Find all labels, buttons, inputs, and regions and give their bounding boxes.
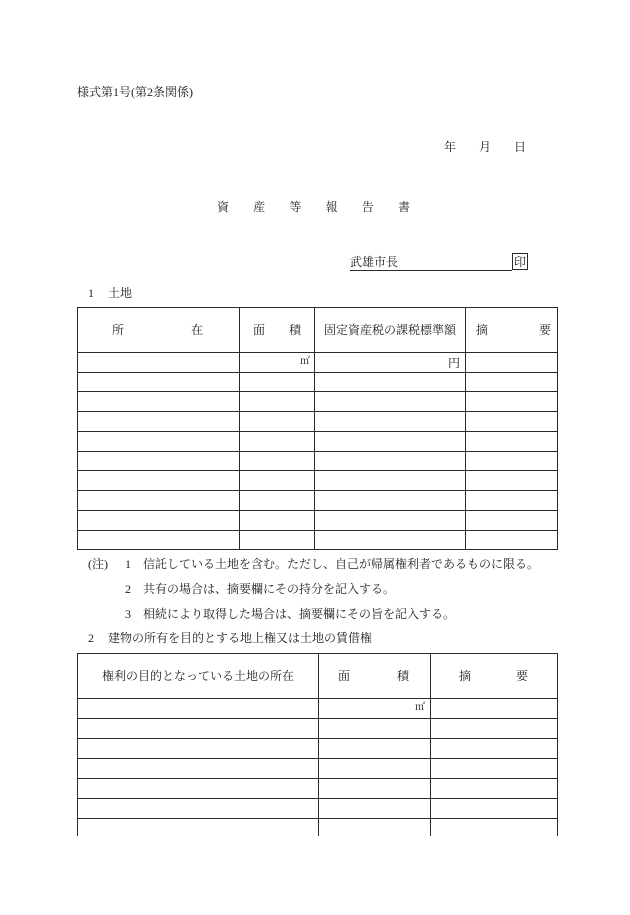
lease-location-cell: [78, 799, 319, 819]
land-area-cell: [240, 491, 315, 511]
land-area-cell: [240, 373, 315, 392]
land-area-cell: [240, 531, 315, 550]
note-text: 共有の場合は、摘要欄にその持分を記入する。: [143, 582, 396, 596]
land-location-cell: [78, 452, 240, 471]
table-row: [78, 719, 558, 739]
signature-underline: [350, 270, 512, 271]
date-year-label: 年: [444, 140, 457, 154]
header-location: [78, 308, 240, 353]
header-char: 摘: [476, 323, 489, 337]
table-row: [78, 452, 558, 471]
table-row: [78, 759, 558, 779]
table-row: [78, 353, 558, 373]
lease-rights-table: [77, 653, 558, 836]
land-tax-base-cell: [315, 432, 466, 452]
header-area: [240, 308, 315, 353]
land-area-cell: [240, 353, 315, 373]
note-text: 相続により取得した場合は、摘要欄にその旨を記入する。: [143, 607, 456, 621]
header-char: 摘: [459, 669, 472, 683]
land-remarks-cell: [466, 471, 558, 491]
land-remarks-cell: [466, 353, 558, 373]
header-tax-base-label: 固定資産税の課税標準額: [323, 323, 456, 337]
notes-label: (注): [88, 557, 108, 571]
table-row: [78, 819, 558, 836]
lease-remarks-cell: [431, 719, 558, 739]
land-tax-base-cell: [315, 511, 466, 531]
title-char: 報: [325, 200, 338, 214]
lease-area-cell: [319, 779, 431, 799]
land-area-cell: [240, 452, 315, 471]
land-remarks-cell: [466, 452, 558, 471]
header-char: 面: [253, 323, 266, 337]
land-area-cell: [240, 392, 315, 412]
land-remarks-cell: [466, 491, 558, 511]
table-row: [78, 799, 558, 819]
title-char: 等: [289, 200, 302, 214]
table-row: [78, 432, 558, 452]
header-remarks: [466, 308, 558, 353]
land-tax-base-cell: [315, 471, 466, 491]
land-location-cell: [78, 491, 240, 511]
land-tax-base-cell: [315, 452, 466, 471]
land-area-cell: [240, 432, 315, 452]
lease-location-cell: [78, 739, 319, 759]
table-row: [78, 511, 558, 531]
land-table: [77, 307, 558, 550]
land-area-cell: [240, 471, 315, 491]
header-char: 所: [112, 323, 125, 337]
note-number: 3: [125, 607, 131, 621]
header-char: 要: [538, 323, 551, 337]
lease-remarks-cell: [431, 759, 558, 779]
land-location-cell: [78, 412, 240, 432]
lease-area-cell: [319, 819, 431, 836]
note-number: 2: [125, 582, 131, 596]
lease-area-cell: [319, 739, 431, 759]
header-area: [319, 654, 431, 699]
yen-unit: 円: [447, 355, 460, 370]
seal-box: [512, 253, 528, 270]
section2-title: 建物の所有を目的とする地上権又は土地の賃借権: [108, 631, 373, 645]
lease-remarks-cell: [431, 699, 558, 719]
section2-number: 2: [88, 631, 94, 645]
land-remarks-cell: [466, 392, 558, 412]
title-char: 告: [361, 200, 374, 214]
land-location-cell: [78, 511, 240, 531]
area-unit: ㎡: [415, 701, 425, 713]
land-location-cell: [78, 392, 240, 412]
land-location-cell: [78, 471, 240, 491]
lease-location-cell: [78, 719, 319, 739]
land-remarks-cell: [466, 531, 558, 550]
header-tax-base: [315, 308, 466, 353]
lease-area-cell: [319, 719, 431, 739]
table-row: [78, 491, 558, 511]
land-area-cell: [240, 511, 315, 531]
note-text: 信託している土地を含む。ただし、自己が帰属権利者であるものに限る。: [143, 557, 540, 571]
lease-location-cell: [78, 699, 319, 719]
seal-label: 印: [513, 254, 526, 269]
section1-title: 土地: [108, 286, 133, 300]
document-title: [217, 201, 410, 213]
title-char: 資: [217, 200, 230, 214]
lease-remarks-cell: [431, 819, 558, 836]
date-month-label: 月: [478, 140, 491, 154]
land-remarks-cell: [466, 412, 558, 432]
land-tax-base-cell: [315, 353, 466, 373]
table-row: [78, 373, 558, 392]
table-row: [78, 739, 558, 759]
note-number: 1: [125, 557, 131, 571]
table-row: [78, 779, 558, 799]
header-char: 在: [190, 323, 203, 337]
date-line: [444, 141, 526, 153]
land-area-cell: [240, 412, 315, 432]
lease-area-cell: [319, 799, 431, 819]
land-remarks-cell: [466, 432, 558, 452]
land-tax-base-cell: [315, 392, 466, 412]
lease-remarks-cell: [431, 739, 558, 759]
form-number: 様式第1号(第2条関係): [77, 85, 193, 99]
header-char: 面: [338, 669, 351, 683]
land-tax-base-cell: [315, 491, 466, 511]
land-location-cell: [78, 373, 240, 392]
header-char: 積: [396, 669, 409, 683]
land-tax-base-cell: [315, 412, 466, 432]
table-row: [78, 392, 558, 412]
land-tax-base-cell: [315, 373, 466, 392]
section1-number: 1: [88, 286, 94, 300]
lease-area-cell: [319, 699, 431, 719]
area-unit: ㎡: [300, 355, 310, 367]
land-remarks-cell: [466, 511, 558, 531]
land-location-cell: [78, 432, 240, 452]
header-char: 要: [515, 669, 528, 683]
title-char: 産: [253, 200, 266, 214]
table-row: [78, 412, 558, 432]
table-row: [78, 699, 558, 719]
lease-location-cell: [78, 779, 319, 799]
header-target-location-label: 権利の目的となっている土地の所在: [101, 669, 294, 683]
date-day-label: 日: [513, 140, 526, 154]
table-row: [78, 471, 558, 491]
header-remarks: [431, 654, 558, 699]
lease-location-cell: [78, 819, 319, 836]
land-tax-base-cell: [315, 531, 466, 550]
table-header-row: [78, 308, 558, 353]
title-char: 書: [397, 200, 410, 214]
table-header-row: [78, 654, 558, 699]
header-target-location: [78, 654, 319, 699]
lease-remarks-cell: [431, 799, 558, 819]
header-char: 積: [288, 323, 301, 337]
addressee-name: 武雄市長: [350, 255, 399, 269]
table-row: [78, 531, 558, 550]
lease-location-cell: [78, 759, 319, 779]
land-remarks-cell: [466, 373, 558, 392]
lease-remarks-cell: [431, 779, 558, 799]
land-location-cell: [78, 353, 240, 373]
lease-area-cell: [319, 759, 431, 779]
land-location-cell: [78, 531, 240, 550]
